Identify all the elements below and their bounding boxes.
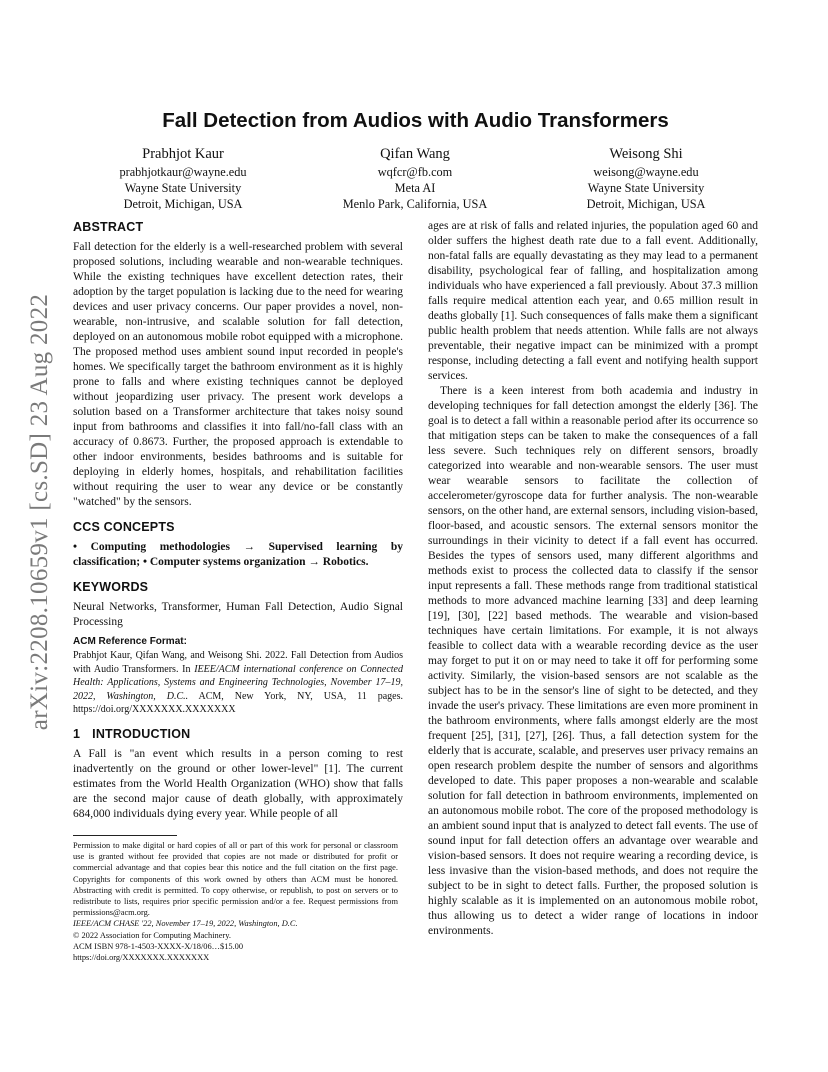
arxiv-stamp-text: arXiv:2208.10659v1 [cs.SD] 23 Aug 2022 bbox=[26, 293, 54, 731]
author-email[interactable]: weisong@wayne.edu bbox=[593, 165, 699, 179]
section-number: 1 bbox=[73, 726, 81, 741]
author-affiliation: Meta AI bbox=[394, 181, 436, 195]
author-name: Prabhjot Kaur bbox=[142, 146, 224, 162]
doi-link[interactable]: https://doi.org/XXXXXXX.XXXXXXX bbox=[73, 953, 210, 963]
acm-reference-text bbox=[73, 649, 403, 717]
author-2 bbox=[305, 145, 525, 212]
introduction-para-1: A Fall is "an event which results in a person coming to rest inadvertently on the ground or other lower-level" [1]. The current estimates from the World Health Organization (WHO) show that falls are the second major cause of death globally, with approximately 684,000 individuals dying every year. While people of all bbox=[73, 747, 403, 820]
introduction-heading bbox=[73, 727, 403, 742]
ccs-heading: CCS CONCEPTS bbox=[73, 520, 175, 534]
author-1 bbox=[73, 145, 293, 212]
author-email[interactable]: wqfcr@fb.com bbox=[377, 165, 453, 179]
copyright-line: © 2022 Association for Computing Machinery. bbox=[73, 930, 231, 940]
ccs-text: • Computing methodologies → Supervised learning by classification; • Computer systems organization → Robotics. bbox=[73, 541, 403, 568]
author-affiliation: Wayne State University bbox=[124, 181, 242, 195]
abstract-text: Fall detection for the elderly is a well-researched problem with several proposed solutions, including wearable and non-wearable techniques. While the existing techniques have excellent detection rates, their adoption by the target population is lacking due to the need for wearing devices and user privacy concerns. Our paper provides a novel, non-wearable, non-intrusive, and scalable solution for fall detection, deployed on an autonomous mobile robot equipped with a microphone. The proposed method uses ambient sound input recorded in people's homes. We specifically target the bathroom environment as it is highly prone to falls and where existing techniques cannot be deployed without jeopardizing user privacy. The present work develops a solution based on a Transformer architecture that takes noisy sound input from bathrooms and classifies it into fall/no-fall class with an accuracy of 0.8673. Further, the proposed approach is extendable to other indoor environments, besides bathrooms and is suitable for deploying in elderly homes, hospitals, and rehabilitation facilities without requiring the user to wear any device or be constantly "watched" by the sensors. bbox=[73, 241, 403, 508]
arxiv-stamp bbox=[20, 282, 60, 742]
author-location: Detroit, Michigan, USA bbox=[123, 197, 243, 211]
author-location: Menlo Park, California, USA bbox=[342, 197, 488, 211]
introduction-para-1-continued: ages are at risk of falls and related injuries, the population aged 60 and older suffers the highest death rate due to a fall event. Additionally, non-fatal falls are equally devastating as they may lead to a permanent disability, psychological fear of falling, and hospitalization among individuals who have experienced a fall previously. About 37.3 million falls require medical attention each year, and 0.65 million result in deaths globally [1]. Such consequences of falls make them a significant public health problem that needs attention. While falls are not always preventable, their negative impact can be minimized with a prompt response, including detecting a fall event and notifying health support services. bbox=[428, 220, 758, 382]
right-column bbox=[428, 219, 758, 939]
isbn-line: ACM ISBN 978-1-4503-XXXX-X/18/06…$15.00 bbox=[73, 941, 244, 951]
conference-info: IEEE/ACM CHASE '22, November 17–19, 2022, Washington, D.C. bbox=[73, 919, 298, 929]
author-email[interactable]: prabhjotkaur@wayne.edu bbox=[119, 165, 247, 179]
keywords-heading: KEYWORDS bbox=[73, 580, 149, 594]
footnote-rule bbox=[73, 835, 177, 836]
keywords-text: Neural Networks, Transformer, Human Fall Detection, Audio Signal Processing bbox=[73, 601, 403, 628]
introduction-para-2: There is a keen interest from both academia and industry in developing techniques for fall detection amongst the elderly [36]. The goal is to detect a fall within a reasonable period after its occurrence so that mitigation steps can be taken to make the consequences of a fall less severe. Such techniques rely on different sensors, broadly categorized into wearable and non-wearable sensors. The user must wear wearable sensors to facilitate the collection of accelerometer/gyroscope data for further analysis. The non-wearable sensors, on the other hand, are external sensors, including vision-based, floor-based, and acoustic sensors. The external sensors monitor the surroundings in their vicinity to detect if a fall event has occurred. Besides the types of sensors used, many different algorithms and methods exist to process the collected data to classify if the sensor input represents a fall. These methods range from traditional statistical methods to more advanced machine learning [33] and deep learning [19], [30], [22] based methods. The wearable and vision-based techniques have certain limitations. For example, it is not always feasible to collect data with a wearable recording device as the user may forget to put it on or may need to take it off for performing some activity. Similarly, the vision-based sensors are not scalable as the subject has to be in the sensor's line of sight to be detected, and they invade the user's privacy. These limitations are even more prominent in the bathroom environments, where falls amongst elderly are the most frequent [25], [31], [27], [26]. Thus, a fall detection system for the elderly that is accurate, scalable, and preserves user privacy remains an open research problem despite the number of sensors and algorithms developed to date. This paper proposes a non-wearable and scalable solution for fall detection in bathroom environments, implemented on an autonomous mobile robot. The core of the proposed methodology is an ambient sound input that is analyzed to detect fall events. The use of sound input for fall detection offers an advantage over wearable and vision-based sensors. It does not require wearing a recording device, is less invasive than the vision-based methods, and does not require the subject to be in sight to detect falls. Further, the proposed solution is highly scalable as it is implemented on an autonomous mobile robot, thus allowing us to detect a wider range of locations in indoor environments. bbox=[428, 385, 758, 937]
acm-reference-venue: IEEE/ACM international conference on Connected Health: Applications, Systems and Engineering Technologies, November 17–19, 2022, Washington, D.C.. bbox=[73, 663, 403, 702]
author-name: Qifan Wang bbox=[380, 146, 450, 162]
author-3 bbox=[536, 145, 756, 212]
permission-notice: Permission to make digital or hard copies of all or part of this work for personal or classroom use is granted without fee provided that copies are not made or distributed for profit or commercial advantage and that copies bear this notice and the full citation on the first page. Copyrights for components of this work owned by others than ACM must be honored. Abstracting with credit is permitted. To copy otherwise, or republish, to post on servers or to redistribute to lists, requires prior specific permission and/or a fee. Request permissions from permissions@acm.org. bbox=[73, 841, 398, 918]
author-affiliation: Wayne State University bbox=[587, 181, 705, 195]
acm-reference-authors: Prabhjot Kaur, Qifan Wang, and Weisong Shi. 2022. Fall Detection from Audios with Audio Transformers. In bbox=[73, 650, 403, 675]
abstract-heading: ABSTRACT bbox=[73, 220, 144, 234]
author-name: Weisong Shi bbox=[609, 146, 683, 162]
acm-reference-label: ACM Reference Format: bbox=[73, 636, 187, 647]
section-title: INTRODUCTION bbox=[92, 726, 191, 741]
author-location: Detroit, Michigan, USA bbox=[586, 197, 706, 211]
acm-reference-publisher: ACM, New York, NY, USA, 11 pages. https://doi.org/XXXXXXX.XXXXXXX bbox=[73, 690, 403, 716]
paper-title: Fall Detection from Audios with Audio Transformers bbox=[162, 109, 669, 132]
footnote bbox=[73, 840, 398, 963]
left-column bbox=[73, 220, 403, 822]
